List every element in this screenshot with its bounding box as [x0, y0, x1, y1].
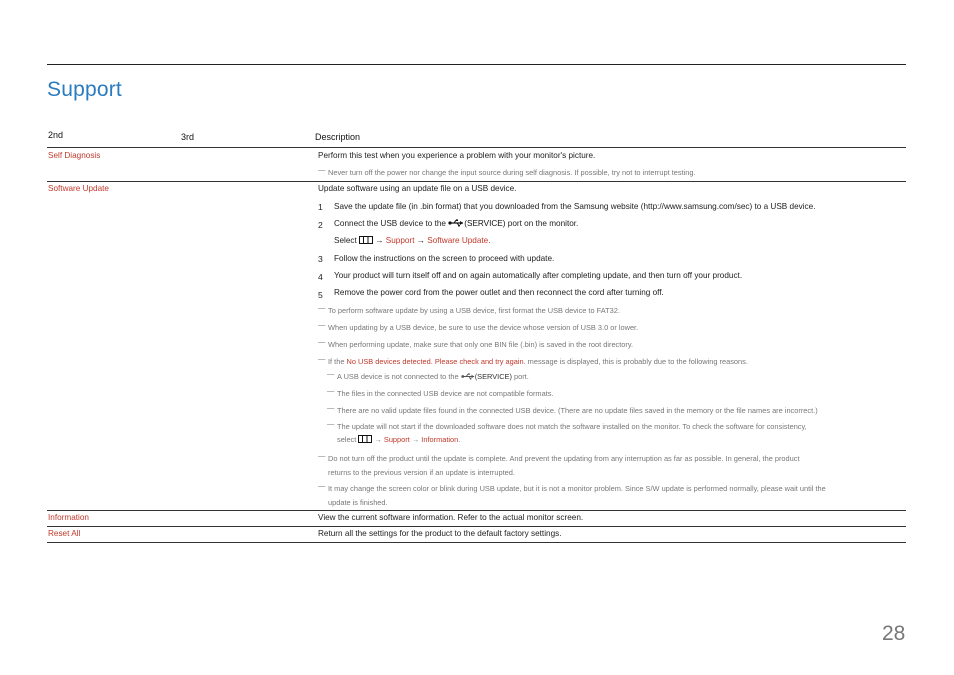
header-3rd: 3rd [181, 132, 195, 142]
self-diagnosis-desc: Perform this test when you experience a problem with your monitor's picture. [318, 151, 596, 160]
arrow-icon: → [374, 435, 382, 444]
row-label-software-update: Software Update [48, 184, 109, 193]
menu-support: Support [385, 236, 415, 245]
information-desc: View the current software information. Refer to the actual monitor screen. [318, 513, 584, 522]
note-dash: — [318, 451, 326, 460]
note-dash: — [318, 165, 326, 174]
sub-note [327, 369, 529, 382]
page-number: 28 [882, 622, 906, 645]
update-note [318, 451, 800, 463]
step-text [334, 219, 578, 229]
note-text: There are no valid update files found in the connected USB device. (There are no update files saved in the memory or the file names are incorrect.) [337, 406, 818, 415]
sub-note [327, 403, 818, 415]
note-text: When updating by a USB device, be sure to use the device whose version of USB 3.0 or lower. [328, 323, 639, 332]
row-divider [47, 181, 906, 182]
sub-note [327, 419, 807, 431]
note-text: It may change the screen color or blink during USB update, but it is not a monitor problem. Since S/W update is performed normally, please wait until the [328, 484, 826, 493]
table-bottom-rule [47, 542, 906, 543]
step-number: 1 [318, 202, 323, 212]
top-rule [47, 64, 906, 65]
row-label-self-diagnosis: Self Diagnosis [48, 151, 101, 160]
note-dash: — [318, 337, 326, 346]
header-2nd: 2nd [48, 130, 64, 140]
software-update-desc: Update software using an update file on a USB device. [318, 184, 517, 193]
note-text: port. [514, 372, 529, 381]
arrow-icon: → [411, 435, 420, 444]
usb-icon [461, 373, 475, 382]
note-text: . message is displayed, this is probably due to the following reasons. [523, 357, 748, 366]
note-dash: — [327, 403, 335, 412]
step-number: 4 [318, 272, 323, 282]
step-text: Follow the instructions on the screen to proceed with update. [334, 254, 555, 263]
update-note-usb-message [318, 354, 748, 366]
menu-icon [359, 236, 373, 244]
update-note [318, 303, 620, 315]
note-text: Do not turn off the product until the update is complete. And prevent the updating from any interruption as far as possible. In general, the product [328, 454, 800, 463]
usb-icon [448, 219, 464, 229]
service-port-label: (SERVICE) [474, 372, 512, 381]
step-text: Save the update file (in .bin format) that you downloaded from the Samsung website (http://www.samsung.com/sec) to a USB device. [334, 202, 816, 211]
service-port-label: (SERVICE) [464, 219, 506, 228]
note-dash: — [327, 386, 335, 395]
header-divider [47, 147, 906, 148]
note-dash: — [318, 481, 326, 490]
note-text: If the [328, 357, 345, 366]
row-label-reset-all: Reset All [48, 529, 81, 538]
row-divider [47, 510, 906, 511]
row-label-information: Information [48, 513, 89, 522]
update-note [318, 481, 826, 493]
note-text: A USB device is not connected to the [337, 372, 459, 381]
note-text: Never turn off the power nor change the input source during self diagnosis. If possible, try not to interrupt testing. [328, 168, 696, 177]
select-prefix: Select [334, 236, 357, 245]
step-number: 5 [318, 290, 323, 300]
note-dash: — [318, 320, 326, 329]
sub-note [327, 386, 554, 398]
update-note [318, 320, 639, 332]
note-dash: — [318, 303, 326, 312]
step-text-post: port on the monitor. [507, 219, 579, 228]
menu-information: Information [421, 435, 459, 444]
row-divider [47, 526, 906, 527]
sub-note-select-path: select → Support → Information. [337, 435, 461, 444]
menu-support: Support [383, 435, 410, 444]
update-note [318, 337, 634, 349]
step-text-pre: Connect the USB device to the [334, 219, 446, 228]
select-path: Select → Support → Software Update. [334, 236, 491, 245]
reset-all-desc: Return all the settings for the product to the default factory settings. [318, 529, 562, 538]
update-note-cont: update is finished. [328, 498, 388, 507]
self-diagnosis-note [318, 165, 696, 177]
step-text: Remove the power cord from the power outlet and then reconnect the cord after turning off. [334, 288, 664, 297]
arrow-icon: → [416, 236, 425, 245]
step-number: 2 [318, 220, 323, 230]
note-dash: — [327, 369, 335, 378]
arrow-icon: → [375, 236, 384, 245]
usb-error-message: No USB devices detected. Please check and try again [346, 357, 524, 366]
menu-icon [358, 435, 372, 443]
note-text: The files in the connected USB device are not compatible formats. [337, 389, 554, 398]
note-text: The update will not start if the downloaded software does not match the software installed on the monitor. To check the software for consistency, [337, 422, 807, 431]
menu-software-update: Software Update [427, 236, 489, 245]
select-prefix: select [337, 435, 357, 444]
note-text: To perform software update by using a USB device, first format the USB device to FAT32. [328, 306, 620, 315]
header-description: Description [315, 132, 361, 142]
note-text: When performing update, make sure that only one BIN file (.bin) is saved in the root directory. [328, 340, 634, 349]
update-note-cont: returns to the previous version if an update is interrupted. [328, 468, 515, 477]
note-dash: — [327, 419, 335, 428]
note-dash: — [318, 354, 326, 363]
step-number: 3 [318, 254, 323, 264]
page-title: Support [47, 78, 122, 101]
step-text: Your product will turn itself off and on again automatically after completing update, and then turn off your product. [334, 271, 743, 280]
